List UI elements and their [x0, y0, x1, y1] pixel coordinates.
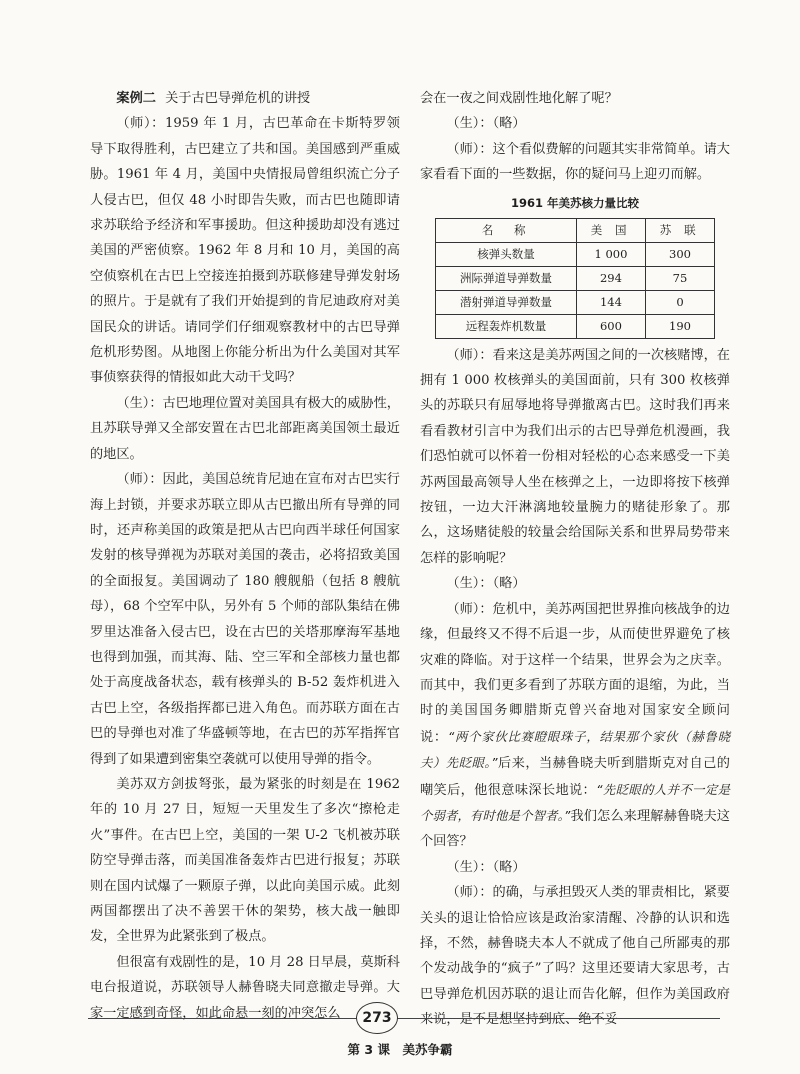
table-cell: 洲际弹道导弹数量	[436, 266, 577, 290]
table-header: 苏 联	[645, 218, 714, 242]
table-header-row	[436, 218, 715, 242]
paragraph-continuation: 会在一夜之间戏剧性地化解了呢？	[420, 91, 618, 106]
table-title: 1961 年美苏核力量比较	[510, 195, 639, 210]
table-header: 名 称	[436, 218, 577, 242]
table-row	[436, 314, 715, 338]
paragraph: （生）：（略）	[446, 116, 526, 132]
paragraph: （生）：（略）	[446, 859, 526, 875]
paragraph: （师）：因此，美国总统肯尼迪在宣布对古巴实行海上封锁，并要求苏联立即从古巴撤出所有导弹的同时，还声称美国的政策是把从古巴向西半球任何国家发射的核导弹视为苏联对美国的袭击，必将招致美国的全面报复。美国调动了 180 艘舰船（包括 8 艘航母），68 个空军中队，另外有 5 个师的部队集结在佛罗里达准备入侵古巴，设在古巴的关塔那摩海军基地也得到加强，而其海、陆、空三军和全部核力量也都处于高度战备状态，载有核弹头的 B-52 轰炸机进入古巴上空，各级指挥都已进入角色。而苏联方面在古巴的导弹也对准了华盛顿等地，在古巴的苏军指挥官得到了如果遭到密集空袭就可以使用导弹的指令。	[90, 472, 400, 767]
paragraph-with-quotes	[420, 597, 730, 855]
paragraph-text: （师）：危机中，美苏两国把世界推向核战争的边缘，但最终又不得不后退一步，从而使世界避免了核灾难的降临。对于这样一个结果，世界会为之庆幸。而其中，我们更多看到了苏联方面的退缩，为此，当时的美国国务卿腊斯克曾兴奋地对国家安全顾问说：	[420, 601, 730, 745]
paragraph: （师）：1959 年 1 月，古巴革命在卡斯特罗领导下取得胜利，古巴建立了共和国。美国感到严重威胁。1961 年 4 月，美国中央情报局曾组织流亡分子人侵古巴，但仅 48 小时即告失败，而古巴也随即请求苏联给予经济和军事援助。但这种援助却没有逃过美国的严密侦察。1962 年 8 月和 10 月，美国的高空侦察机在古巴上空接连拍摄到苏联修建导弹发射场的照片。于是就有了我们开始提到的肯尼迪政府对美国民众的讲话。请同学们仔细观察教材中的古巴导弹危机形势图。从地图上你能分析出为什么美国对其军事侦察获得的情报如此大动干戈吗？	[90, 116, 400, 386]
table-cell: 75	[645, 266, 714, 290]
page-number: 273	[356, 1002, 398, 1034]
paragraph: （师）：这个看似费解的问题其实非常简单。请大家看看下面的一些数据，你的疑问马上迎刃而解。	[420, 141, 730, 183]
quote-khrushchev: “先眨眼的人并不一定是个弱者，有时他是个智者。”	[420, 781, 730, 823]
table-cell: 600	[576, 314, 645, 338]
right-column	[420, 86, 730, 1033]
table-header: 美 国	[576, 218, 645, 242]
table-cell: 潜射弹道导弹数量	[436, 290, 577, 314]
table-cell: 294	[576, 266, 645, 290]
paragraph: 美苏双方剑拔弩张，最为紧张的时刻是在 1962 年的 10 月 27 日，短短一天里发生了多次“擦枪走火”事件。在古巴上空，美国的一架 U-2 飞机被苏联防空导弹击落，而美国准备轰炸古巴进行报复；苏联则在国内试爆了一颗原子弹，以此向美国示威。此刻两国都摆出了决不善罢干休的架势，核大战一触即发，全世界为此紧张到了极点。	[90, 776, 400, 945]
paragraph-text: 后来，当赫鲁晓夫听到腊斯克对自己的嘲笑后，他很意味深长地说：	[420, 756, 730, 798]
table-row	[436, 242, 715, 266]
paragraph: （生）：古巴地理位置对美国具有极大的威胁性，且苏联导弹又全部安置在古巴北部距离美国领土最近的地区。	[90, 395, 400, 462]
table-cell: 1 000	[576, 242, 645, 266]
nuclear-force-table	[435, 218, 715, 339]
table-row	[436, 290, 715, 314]
table-cell: 核弹头数量	[436, 242, 577, 266]
table-row	[436, 266, 715, 290]
table-cell: 300	[645, 242, 714, 266]
paragraph-text: 我们怎么来理解赫鲁晓夫这个回答？	[420, 808, 730, 850]
paragraph: （生）：（略）	[446, 576, 526, 592]
table-cell: 0	[645, 290, 714, 314]
paragraph: 但很富有戏剧性的是，10 月 28 日早晨，莫斯科电台报道说，苏联领导人赫鲁晓夫同意撤走导弹。大家一定感到奇怪，如此命悬一刻的冲突怎么	[90, 954, 400, 1021]
table-cell: 远程轰炸机数量	[436, 314, 577, 338]
table-cell: 190	[645, 314, 714, 338]
case-subtitle: 关于古巴导弹危机的讲授	[165, 91, 311, 106]
paragraph: （师）：的确，与承担毁灭人类的罪责相比，紧要关头的退让恰恰应该是政治家清醒、冷静的认识和选择，不然，赫鲁晓夫本人不就成了他自己所鄙夷的那个发动战争的“疯子”了吗？这里还要请大家思考，古巴导弹危机因苏联的退让而告化解，但作为美国政府来说，是不是想坚持到底、绝不妥	[420, 885, 730, 1028]
lesson-footer: 第 3 课 美苏争霸	[347, 1042, 453, 1057]
paragraph: （师）：看来这是美苏两国之间的一次核赌博，在拥有 1 000 枚核弹头的美国面前，只有 300 枚核弹头的苏联只有屈辱地将导弹撤离古巴。这时我们再来看看教材引言中为我们出示的古巴导弹危机漫画，我们恐怕就可以怀着一份相对轻松的心态来感受一下美苏两国最高领导人坐在核弹之上，一边即将按下核弹按钮，一边大汗淋漓地较量腕力的赌徒形象了。那么，这场赌徒般的较量会给国际关系和世界局势带来怎样的影响呢？	[420, 347, 730, 566]
left-column	[90, 86, 400, 1026]
quote-rusk: “两个家伙比赛瞪眼珠子，结果那个家伙（赫鲁晓夫）先眨眼。”	[420, 728, 731, 771]
footer-rule	[88, 1018, 720, 1019]
table-cell: 144	[576, 290, 645, 314]
case-label: 案例二	[116, 91, 156, 106]
case-heading	[90, 86, 400, 111]
